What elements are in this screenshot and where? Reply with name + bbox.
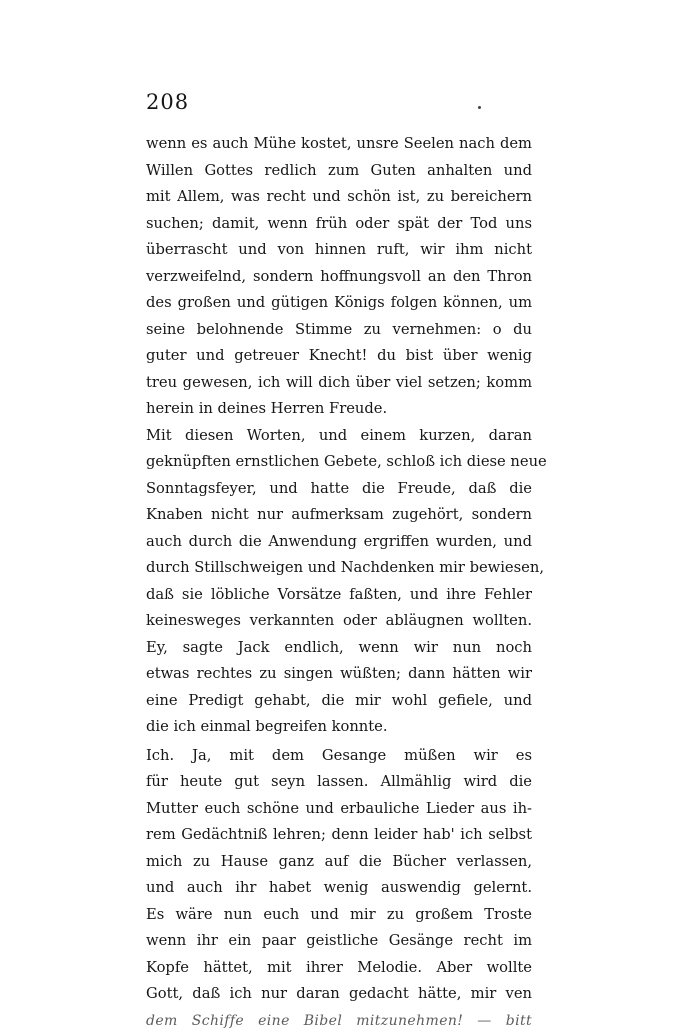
text-line: keinesweges verkannten oder abläugnen wollten. xyxy=(146,608,532,635)
text-line: wenn es auch Mühe kostet, unsre Seelen nach dem xyxy=(146,131,532,158)
text-line: Kopfe hättet, mit ihrer Melodie. Aber wollte xyxy=(146,955,532,982)
text-line: und auch ihr habet wenig auswendig gelernt. xyxy=(146,875,532,902)
text-line: treu gewesen, ich will dich über viel setzen; komm xyxy=(146,370,532,397)
text-line: suchen; damit, wenn früh oder spät der Tod uns xyxy=(146,211,532,238)
text-line: auch durch die Anwendung ergriffen wurden, und xyxy=(146,529,532,556)
text-line: mit Allem, was recht und schön ist, zu bereichern xyxy=(146,184,532,211)
text-line: des großen und gütigen Königs folgen können, um xyxy=(146,290,532,317)
text-line: überrascht und von hinnen ruft, wir ihm nicht xyxy=(146,237,532,264)
text-line: für heute gut seyn lassen. Allmählig wird die xyxy=(146,769,532,796)
text-line: daß sie löbliche Vorsätze faßten, und ihre Fehler xyxy=(146,582,532,609)
text-line: seine belohnende Stimme zu vernehmen: o du xyxy=(146,317,532,344)
text-line: Mit diesen Worten, und einem kurzen, daran xyxy=(146,423,532,450)
body-text xyxy=(146,131,532,1034)
text-line: Sonntagsfeyer, und hatte die Freude, daß die xyxy=(146,476,532,503)
text-line: rem Gedächtniß lehren; denn leider hab' ich selbst xyxy=(146,822,532,849)
text-line: mich zu Hause ganz auf die Bücher verlassen, xyxy=(146,849,532,876)
text-line: Willen Gottes redlich zum Guten anhalten und xyxy=(146,158,532,185)
text-line: guter und getreuer Knecht! du bist über wenig xyxy=(146,343,532,370)
text-line: wenn ihr ein paar geistliche Gesänge recht im xyxy=(146,928,532,955)
page-number: 208 xyxy=(146,90,189,114)
text-line: eine Predigt gehabt, die mir wohl gefiele, und xyxy=(146,688,532,715)
text-line: durch Stillschweigen und Nachdenken mir bewiesen, xyxy=(146,555,532,582)
text-line: Ich. Ja, mit dem Gesange müßen wir es xyxy=(146,743,532,770)
ink-speck xyxy=(478,106,481,109)
text-line: verzweifelnd, sondern hoffnungsvoll an den Thron xyxy=(146,264,532,291)
text-line: die ich einmal begreifen konnte. xyxy=(146,714,532,741)
text-line: etwas rechtes zu singen wüßten; dann hätten wir xyxy=(146,661,532,688)
text-line: dem Schiffe eine Bibel mitzunehmen! — bitt xyxy=(146,1008,532,1034)
text-line: Mutter euch schöne und erbauliche Lieder aus ih- xyxy=(146,796,532,823)
text-line: Gott, daß ich nur daran gedacht hätte, mir ven xyxy=(146,981,532,1008)
text-line: geknüpften ernstlichen Gebete, schloß ich diese neue xyxy=(146,449,532,476)
text-line: herein in deines Herren Freude. xyxy=(146,396,532,423)
text-line: Ey, sagte Jack endlich, wenn wir nun noch xyxy=(146,635,532,662)
text-line: Es wäre nun euch und mir zu großem Troste xyxy=(146,902,532,929)
text-line: Knaben nicht nur aufmerksam zugehört, sondern xyxy=(146,502,532,529)
